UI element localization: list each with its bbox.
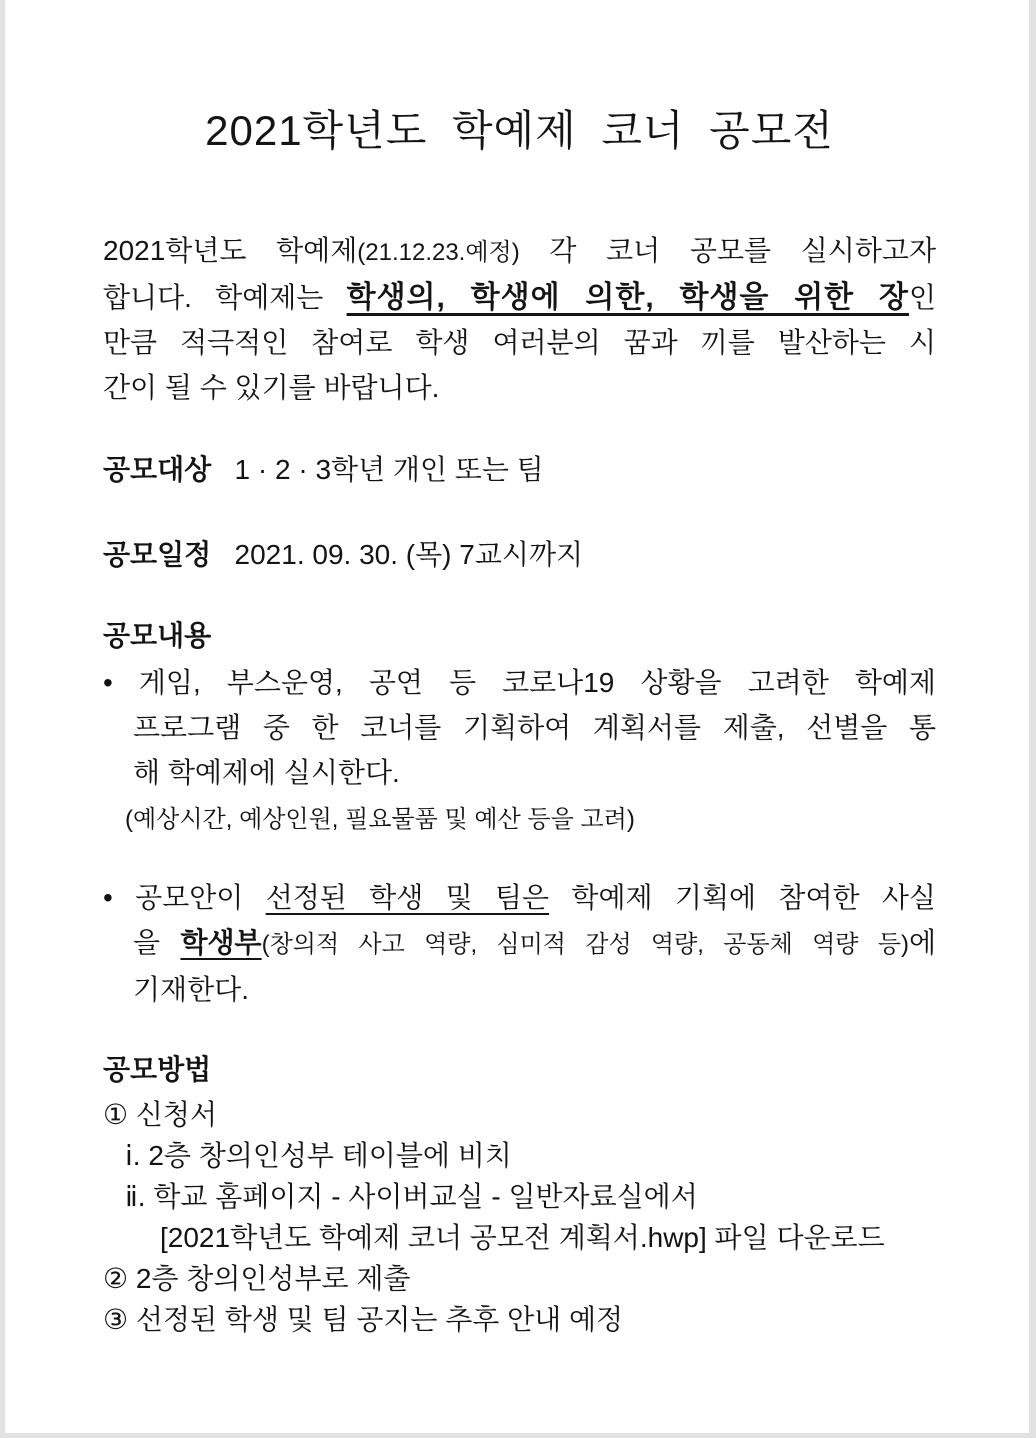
method-item-3-line (103, 1299, 936, 1340)
method-item-1-download-text: [2021학년도 학예제 코너 공모전 계획서.hwp] 파일 다운로드 (160, 1222, 885, 1253)
schedule-line-text: 2021. 09. 30. (목) 7교시까지 (211, 539, 584, 570)
method-item-1-line (103, 1094, 936, 1135)
contents-bullet-1-line (133, 750, 936, 795)
method-item-2-line (103, 1258, 936, 1299)
document-title: 2021학년도 학예제 코너 공모전 (205, 107, 834, 154)
method-item-1-i (103, 1135, 936, 1176)
contents-bullet-2-line (133, 967, 936, 1012)
method-item-1-text: ① 신청서 (103, 1099, 218, 1130)
target-line-line (103, 447, 936, 492)
intro-paragraph-text: 각 코너 공모를 실시하고자 (519, 235, 936, 266)
contents-bullet-2-text: 에 (908, 927, 937, 958)
target-line-text: 공모대상 (103, 454, 212, 485)
intro-paragraph (103, 228, 936, 410)
method-item-1-download-line (160, 1217, 936, 1258)
target-line (103, 447, 936, 492)
contents-heading (103, 613, 936, 658)
intro-paragraph-line (103, 365, 936, 410)
contents-bullet-2-line (133, 920, 936, 967)
contents-bullet-1-text: 프로그램 중 한 코너를 기획하여 계획서를 제출, 선별을 통 (133, 712, 936, 743)
contents-bullet-2-text: 학생부 (180, 927, 262, 958)
method-item-2 (103, 1258, 936, 1299)
method-item-1-i-text: ⅰ. 2층 창의인성부 테이블에 비치 (125, 1140, 512, 1171)
method-item-1-i-line (125, 1135, 936, 1176)
schedule-line-line (103, 532, 936, 577)
contents-heading-text: 공모내용 (103, 620, 212, 651)
intro-paragraph-text: 만큼 적극적인 참여로 학생 여러분의 꿈과 끼를 발산하는 시 (103, 327, 936, 358)
method-item-3 (103, 1299, 936, 1340)
contents-bullet-2-text: 학예제 기획에 참여한 사실 (549, 882, 936, 913)
method-item-1-ii-text: ⅱ. 학교 홈페이지 - 사이버교실 - 일반자료실에서 (125, 1181, 698, 1212)
intro-paragraph-line (103, 275, 936, 320)
contents-bullet-1-line (103, 660, 936, 705)
contents-bullet-1 (103, 660, 936, 795)
intro-paragraph-text: 인 (908, 282, 936, 313)
method-item-1-ii-line (125, 1176, 936, 1217)
intro-paragraph-text: 학생의, 학생에 의한, 학생을 위한 장 (346, 281, 909, 314)
contents-heading-line (103, 613, 936, 658)
intro-paragraph-text: (21.12.23.예정) (357, 239, 520, 266)
contents-bullet-2-text: 을 (133, 927, 181, 958)
target-line-text: 1 · 2 · 3학년 개인 또는 팀 (211, 454, 544, 485)
contents-bullet-2-text: • 공모안이 (103, 882, 266, 913)
contents-bullet-2-line (103, 875, 936, 920)
page-edge-bottom (0, 1433, 1036, 1438)
document-body (103, 228, 936, 1340)
contents-note-text: (예상시간, 예상인원, 필요물품 및 예산 등을 고려) (125, 806, 635, 833)
intro-paragraph-line (103, 320, 936, 365)
intro-paragraph-text: 간이 될 수 있기를 바랍니다. (103, 372, 440, 403)
contents-note-line (125, 795, 936, 842)
contents-bullet-2-text: (창의적 사고 역량, 심미적 감성 역량, 공동체 역량 등) (261, 931, 909, 958)
intro-paragraph-line (103, 228, 936, 275)
intro-paragraph-text: 2021학년도 학예제 (103, 235, 358, 266)
method-item-1-ii (103, 1176, 936, 1217)
method-item-1 (103, 1094, 936, 1135)
contents-bullet-1-line (133, 705, 936, 750)
contents-bullet-1-text: • 게임, 부스운영, 공연 등 코로나19 상황을 고려한 학예제 (103, 667, 936, 698)
contents-bullet-1-text: 해 학예제에 실시한다. (133, 757, 400, 788)
method-heading (103, 1047, 936, 1092)
contents-note (103, 795, 936, 842)
schedule-line-text: 공모일정 (103, 539, 212, 570)
page-edge-left (0, 0, 5, 1438)
contents-bullet-2 (103, 875, 936, 1012)
method-heading-text: 공모방법 (103, 1054, 212, 1085)
method-item-2-text: ② 2층 창의인성부로 제출 (103, 1263, 411, 1294)
method-item-3-text: ③ 선정된 학생 및 팀 공지는 추후 안내 예정 (103, 1304, 624, 1335)
schedule-line (103, 532, 936, 577)
method-heading-line (103, 1047, 936, 1092)
method-item-1-download (103, 1217, 936, 1258)
contents-bullet-2-text: 기재한다. (133, 974, 249, 1005)
document-page (103, 0, 936, 1340)
intro-paragraph-text: 합니다. 학예제는 (103, 282, 347, 313)
page-edge-right (1029, 0, 1036, 1438)
contents-bullet-2-text: 선정된 학생 및 팀은 (265, 882, 550, 913)
